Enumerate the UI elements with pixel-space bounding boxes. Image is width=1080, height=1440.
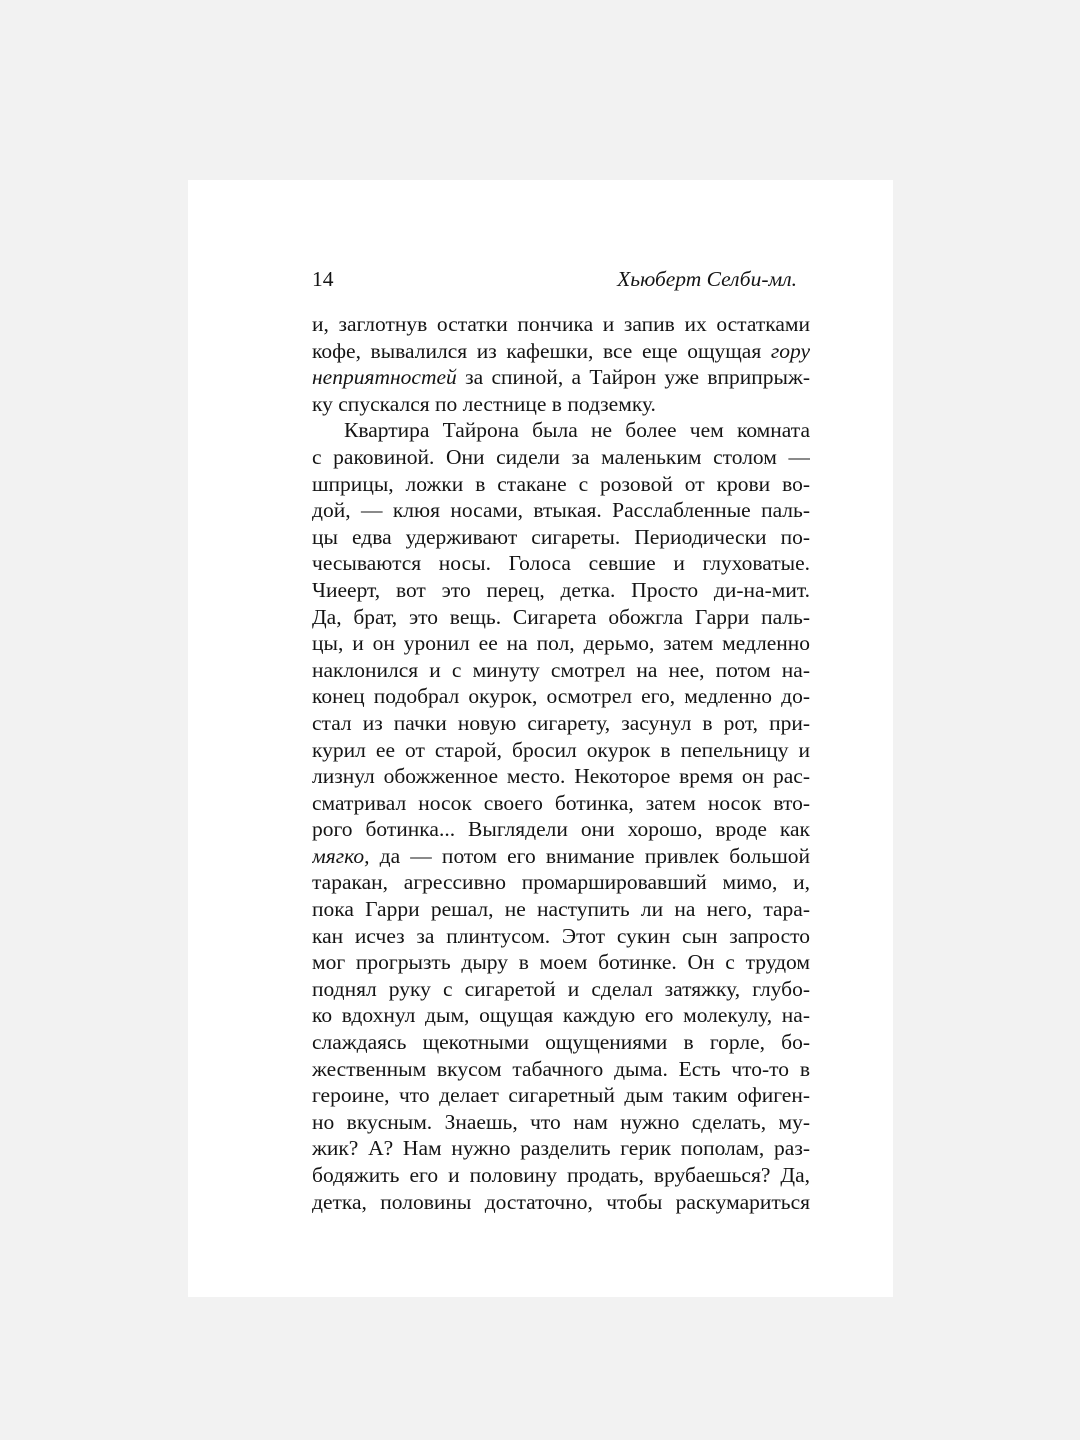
text-segment: пока Гарри решал, не наступить ли на него, тара-	[312, 897, 810, 922]
text-line	[312, 1029, 810, 1056]
text-segment: ко вдохнул дым, ощущая каждую его молекулу, на-	[312, 1003, 810, 1028]
text-line	[312, 1109, 810, 1136]
text-segment: но вкусным. Знаешь, что нам нужно сделать, му-	[312, 1109, 810, 1134]
text-line	[312, 338, 810, 365]
text-segment: за спиной, а Тайрон уже вприпрыж-	[456, 365, 810, 390]
text-segment: кофе, вывалился из кафешки, все еще ощущая	[312, 338, 771, 363]
text-segment: шприцы, ложки в стакане с розовой от крови во-	[312, 471, 810, 496]
text-segment: дой, — клюя носами, втыкая. Расслабленные паль-	[312, 498, 810, 523]
text-segment: слаждаясь щекотными ощущениями в горле, бо-	[312, 1030, 810, 1055]
text-segment: сматривал носок своего ботинка, затем носок вто-	[312, 790, 810, 815]
running-head	[312, 262, 797, 296]
text-line	[312, 896, 810, 923]
text-line	[312, 869, 810, 896]
text-segment: героине, что делает сигаретный дым таким офиген-	[312, 1083, 810, 1108]
text-segment: рого ботинка... Выглядели они хорошо, вроде как	[312, 817, 810, 842]
text-line	[312, 843, 810, 870]
text-segment: кан исчез за плинтусом. Этот сукин сын запросто	[312, 923, 810, 948]
text-segment: таракан, агрессивно промаршировавший мимо, и,	[312, 870, 810, 895]
text-segment: Квартира Тайрона была не более чем комната	[344, 418, 810, 443]
text-line	[312, 657, 810, 684]
page-number: 14	[312, 267, 334, 291]
text-line	[312, 524, 810, 551]
text-segment: цы, и он уронил ее на пол, дерьмо, затем медленно	[312, 631, 810, 656]
text-segment: Чиеерт, вот это перец, детка. Просто ди-на-мит.	[312, 577, 810, 602]
text-line	[312, 1189, 810, 1216]
text-line	[312, 737, 810, 764]
italic-phrase: неприятностей	[312, 365, 457, 390]
text-line	[312, 444, 810, 471]
text-segment: и, заглотнув остатки пончика и запив их остатками	[312, 312, 810, 336]
text-segment: цы едва удерживают сигареты. Периодически по-	[312, 524, 810, 549]
text-segment: стал из пачки новую сигарету, засунул в рот, при-	[312, 710, 810, 735]
text-segment: наклонился и с минуту смотрел на нее, потом на-	[312, 657, 810, 682]
body-text	[312, 311, 810, 1215]
text-line	[312, 630, 810, 657]
text-segment: поднял руку с сигаретой и сделал затяжку, глубо-	[312, 976, 810, 1001]
text-segment: жик? А? Нам нужно разделить герик пополам, раз-	[312, 1136, 810, 1161]
text-segment: с раковиной. Они сидели за маленьким столом —	[312, 444, 810, 469]
text-line	[312, 763, 810, 790]
text-line	[312, 391, 810, 418]
running-title: Хьюберт Селби-мл.	[617, 267, 797, 291]
text-line	[312, 550, 810, 577]
text-line	[312, 1162, 810, 1189]
text-line	[312, 1056, 810, 1083]
text-line	[312, 710, 810, 737]
text-line	[312, 577, 810, 604]
text-segment: ку спускался по лестнице в подземку.	[312, 391, 656, 416]
text-line	[312, 1082, 810, 1109]
text-line	[312, 1135, 810, 1162]
text-line	[312, 1002, 810, 1029]
text-line	[312, 417, 810, 444]
text-line	[312, 604, 810, 631]
book-page	[188, 180, 893, 1297]
text-segment: бодяжить его и половину продать, врубаешься? Да,	[312, 1163, 810, 1187]
italic-phrase: мягко,	[312, 843, 370, 868]
text-segment: курил ее от старой, бросил окурок в пепельницу и	[312, 737, 810, 762]
text-segment: детка, половины достаточно, чтобы раскумариться	[312, 1189, 810, 1214]
text-line	[312, 311, 810, 338]
text-segment: да — потом его внимание привлек большой	[369, 843, 810, 868]
text-line	[312, 683, 810, 710]
text-line	[312, 976, 810, 1003]
text-line	[312, 816, 810, 843]
text-segment: мог прогрызть дыру в моем ботинке. Он с трудом	[312, 950, 810, 975]
text-line	[312, 923, 810, 950]
text-line	[312, 497, 810, 524]
text-segment: лизнул обожженное место. Некоторое время он рас-	[312, 764, 810, 789]
text-segment: жественным вкусом табачного дыма. Есть что-то в	[312, 1056, 810, 1081]
text-line	[312, 790, 810, 817]
text-line	[312, 949, 810, 976]
text-segment: Да, брат, это вещь. Сигарета обожгла Гарри паль-	[312, 604, 810, 629]
text-line	[312, 364, 810, 391]
text-line	[312, 471, 810, 498]
italic-phrase: гору	[770, 338, 810, 363]
text-segment: чесываются носы. Голоса севшие и глуховатые.	[312, 551, 810, 576]
text-segment: конец подобрал окурок, осмотрел его, медленно до-	[312, 684, 810, 709]
